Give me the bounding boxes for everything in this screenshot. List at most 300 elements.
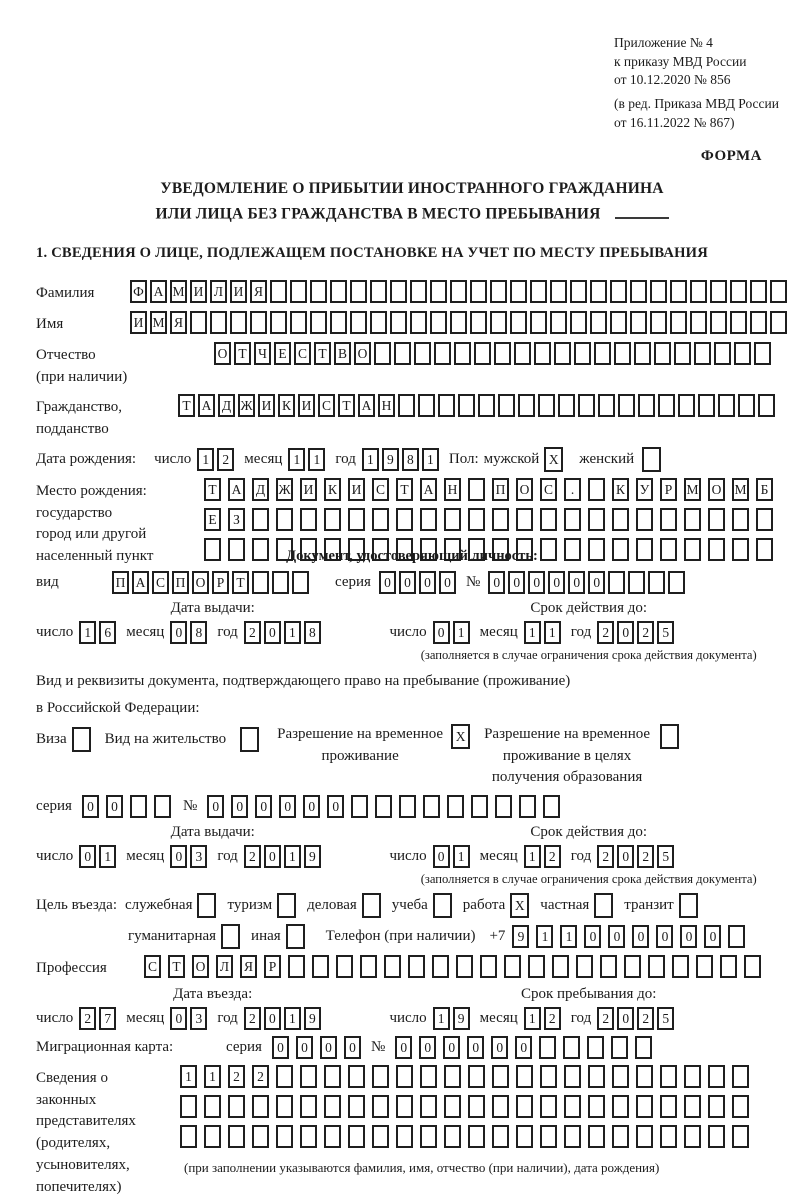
form-cell[interactable] xyxy=(444,508,461,531)
form-cell[interactable] xyxy=(540,1125,557,1148)
form-cell[interactable]: 0 xyxy=(443,1036,460,1059)
form-cell[interactable] xyxy=(197,893,216,918)
form-cell[interactable]: Ч xyxy=(254,342,271,365)
form-cell[interactable]: 2 xyxy=(244,621,261,644)
form-cell[interactable] xyxy=(558,394,575,417)
form-cell[interactable]: 5 xyxy=(657,845,674,868)
form-cell[interactable] xyxy=(618,394,635,417)
form-cell[interactable] xyxy=(228,1125,245,1148)
form-cell[interactable]: 6 xyxy=(99,621,116,644)
form-cell[interactable] xyxy=(230,311,247,334)
form-cell[interactable]: М xyxy=(150,311,167,334)
form-cell[interactable] xyxy=(564,538,581,561)
form-cell[interactable] xyxy=(528,955,545,978)
form-cell[interactable]: С xyxy=(144,955,161,978)
form-cell[interactable] xyxy=(540,538,557,561)
form-cell[interactable] xyxy=(588,1125,605,1148)
form-cell[interactable]: П xyxy=(492,478,509,501)
form-cell[interactable] xyxy=(360,955,377,978)
form-cell[interactable] xyxy=(694,342,711,365)
form-cell[interactable] xyxy=(348,508,365,531)
form-cell[interactable] xyxy=(734,342,751,365)
form-cell[interactable] xyxy=(684,1125,701,1148)
form-cell[interactable] xyxy=(708,538,725,561)
form-cell[interactable]: 0 xyxy=(395,1036,412,1059)
form-cell[interactable] xyxy=(530,311,547,334)
form-cell[interactable] xyxy=(410,280,427,303)
form-cell[interactable]: 7 xyxy=(99,1007,116,1030)
form-cell[interactable] xyxy=(708,508,725,531)
form-cell[interactable]: Я xyxy=(170,311,187,334)
form-cell[interactable] xyxy=(310,280,327,303)
form-cell[interactable]: 1 xyxy=(99,845,116,868)
form-cell[interactable]: 0 xyxy=(303,795,320,818)
form-cell[interactable] xyxy=(454,342,471,365)
form-cell[interactable] xyxy=(468,1065,485,1088)
form-cell[interactable] xyxy=(674,342,691,365)
form-cell[interactable]: А xyxy=(358,394,375,417)
form-cell[interactable] xyxy=(630,311,647,334)
form-cell[interactable] xyxy=(252,1125,269,1148)
form-cell[interactable]: 1 xyxy=(284,845,301,868)
form-cell[interactable]: 0 xyxy=(433,621,450,644)
form-cell[interactable] xyxy=(252,508,269,531)
form-cell[interactable]: 0 xyxy=(231,795,248,818)
form-cell[interactable] xyxy=(588,478,605,501)
form-cell[interactable] xyxy=(516,1065,533,1088)
form-cell[interactable]: И xyxy=(190,280,207,303)
form-cell[interactable] xyxy=(611,1036,628,1059)
form-cell[interactable]: 0 xyxy=(508,571,525,594)
form-cell[interactable] xyxy=(708,1065,725,1088)
form-cell[interactable] xyxy=(564,1095,581,1118)
form-cell[interactable]: 0 xyxy=(82,795,99,818)
form-cell[interactable] xyxy=(612,538,629,561)
form-cell[interactable]: 0 xyxy=(608,925,625,948)
form-cell[interactable]: П xyxy=(172,571,189,594)
form-cell[interactable] xyxy=(638,394,655,417)
form-cell[interactable]: 2 xyxy=(597,621,614,644)
form-cell[interactable] xyxy=(744,955,761,978)
form-cell[interactable]: 0 xyxy=(584,925,601,948)
form-cell[interactable]: 0 xyxy=(439,571,456,594)
form-cell[interactable]: И xyxy=(130,311,147,334)
form-cell[interactable] xyxy=(468,508,485,531)
form-cell[interactable]: М xyxy=(684,478,701,501)
form-cell[interactable] xyxy=(690,311,707,334)
form-cell[interactable] xyxy=(518,394,535,417)
form-cell[interactable] xyxy=(758,394,775,417)
form-cell[interactable] xyxy=(204,1125,221,1148)
form-cell[interactable]: 1 xyxy=(422,448,439,471)
form-cell[interactable] xyxy=(384,955,401,978)
form-cell[interactable]: 1 xyxy=(180,1065,197,1088)
form-cell[interactable] xyxy=(540,1065,557,1088)
form-cell[interactable] xyxy=(272,571,289,594)
form-cell[interactable] xyxy=(732,538,749,561)
form-cell[interactable] xyxy=(250,311,267,334)
form-cell[interactable]: 1 xyxy=(79,621,96,644)
form-cell[interactable] xyxy=(312,955,329,978)
form-cell[interactable] xyxy=(434,342,451,365)
form-cell[interactable] xyxy=(660,1065,677,1088)
form-cell[interactable] xyxy=(72,727,91,752)
form-cell[interactable] xyxy=(564,1125,581,1148)
form-cell[interactable]: О xyxy=(516,478,533,501)
form-cell[interactable] xyxy=(648,571,665,594)
form-cell[interactable] xyxy=(492,508,509,531)
form-cell[interactable]: 2 xyxy=(544,845,561,868)
form-cell[interactable]: И xyxy=(298,394,315,417)
form-cell[interactable]: 8 xyxy=(190,621,207,644)
form-cell[interactable] xyxy=(594,893,613,918)
form-cell[interactable]: С xyxy=(294,342,311,365)
form-cell[interactable]: 1 xyxy=(536,925,553,948)
form-cell[interactable] xyxy=(598,394,615,417)
form-cell[interactable]: 0 xyxy=(344,1036,361,1059)
form-cell[interactable] xyxy=(550,311,567,334)
form-cell[interactable] xyxy=(678,394,695,417)
form-cell[interactable]: Т xyxy=(168,955,185,978)
form-cell[interactable]: 2 xyxy=(252,1065,269,1088)
form-cell[interactable]: 0 xyxy=(379,571,396,594)
form-cell[interactable]: 1 xyxy=(204,1065,221,1088)
form-cell[interactable] xyxy=(370,280,387,303)
form-cell[interactable] xyxy=(540,1095,557,1118)
form-cell[interactable] xyxy=(390,311,407,334)
form-cell[interactable]: 0 xyxy=(264,621,281,644)
form-cell[interactable] xyxy=(286,924,305,949)
form-cell[interactable] xyxy=(410,311,427,334)
form-cell[interactable] xyxy=(738,394,755,417)
form-cell[interactable] xyxy=(324,1095,341,1118)
form-cell[interactable]: 0 xyxy=(419,1036,436,1059)
form-cell[interactable]: Р xyxy=(264,955,281,978)
form-cell[interactable]: 0 xyxy=(704,925,721,948)
form-cell[interactable] xyxy=(348,1095,365,1118)
form-cell[interactable] xyxy=(495,795,512,818)
form-cell[interactable] xyxy=(492,1125,509,1148)
form-cell[interactable] xyxy=(438,394,455,417)
form-cell[interactable]: 0 xyxy=(279,795,296,818)
form-cell[interactable] xyxy=(372,1125,389,1148)
form-cell[interactable]: 9 xyxy=(304,845,321,868)
form-cell[interactable]: 0 xyxy=(680,925,697,948)
form-cell[interactable]: 1 xyxy=(524,845,541,868)
form-cell[interactable] xyxy=(471,795,488,818)
form-cell[interactable] xyxy=(612,1065,629,1088)
form-cell[interactable]: 0 xyxy=(419,571,436,594)
form-cell[interactable] xyxy=(754,342,771,365)
form-cell[interactable]: 0 xyxy=(327,795,344,818)
form-cell[interactable] xyxy=(498,394,515,417)
form-cell[interactable] xyxy=(468,478,485,501)
form-cell[interactable]: 0 xyxy=(170,1007,187,1030)
form-cell[interactable] xyxy=(396,508,413,531)
form-cell[interactable] xyxy=(504,955,521,978)
form-cell[interactable]: Т xyxy=(338,394,355,417)
form-cell[interactable]: 1 xyxy=(560,925,577,948)
form-cell[interactable] xyxy=(590,280,607,303)
form-cell[interactable] xyxy=(180,1125,197,1148)
form-cell[interactable]: 1 xyxy=(284,1007,301,1030)
form-cell[interactable] xyxy=(370,311,387,334)
form-cell[interactable] xyxy=(570,311,587,334)
form-cell[interactable]: О xyxy=(192,955,209,978)
form-cell[interactable]: 0 xyxy=(264,845,281,868)
form-cell[interactable]: 8 xyxy=(304,621,321,644)
form-cell[interactable] xyxy=(530,280,547,303)
form-cell[interactable] xyxy=(492,1095,509,1118)
form-cell[interactable] xyxy=(300,1125,317,1148)
form-cell[interactable] xyxy=(492,1065,509,1088)
form-cell[interactable]: 0 xyxy=(320,1036,337,1059)
form-cell[interactable] xyxy=(468,1125,485,1148)
form-cell[interactable] xyxy=(516,1125,533,1148)
form-cell[interactable]: 0 xyxy=(617,621,634,644)
form-cell[interactable] xyxy=(300,1065,317,1088)
form-cell[interactable] xyxy=(276,1065,293,1088)
form-cell[interactable] xyxy=(447,795,464,818)
form-cell[interactable] xyxy=(576,955,593,978)
form-cell[interactable] xyxy=(324,1125,341,1148)
form-cell[interactable]: 0 xyxy=(515,1036,532,1059)
form-cell[interactable]: 9 xyxy=(304,1007,321,1030)
form-cell[interactable] xyxy=(420,1095,437,1118)
form-cell[interactable] xyxy=(650,280,667,303)
form-cell[interactable] xyxy=(630,280,647,303)
form-cell[interactable] xyxy=(588,1095,605,1118)
form-cell[interactable]: К xyxy=(612,478,629,501)
form-cell[interactable] xyxy=(684,1095,701,1118)
form-cell[interactable] xyxy=(432,955,449,978)
form-cell[interactable] xyxy=(190,311,207,334)
form-cell[interactable] xyxy=(420,508,437,531)
form-cell[interactable]: Я xyxy=(250,280,267,303)
form-cell[interactable] xyxy=(750,280,767,303)
form-cell[interactable]: Т xyxy=(314,342,331,365)
form-cell[interactable]: X xyxy=(510,893,529,918)
form-cell[interactable] xyxy=(636,1125,653,1148)
form-cell[interactable] xyxy=(456,955,473,978)
form-cell[interactable]: Н xyxy=(444,478,461,501)
form-cell[interactable] xyxy=(554,342,571,365)
form-cell[interactable]: Я xyxy=(240,955,257,978)
form-cell[interactable] xyxy=(350,311,367,334)
form-cell[interactable]: Т xyxy=(204,478,221,501)
form-cell[interactable]: 1 xyxy=(453,845,470,868)
form-cell[interactable]: 1 xyxy=(453,621,470,644)
form-cell[interactable] xyxy=(648,955,665,978)
form-cell[interactable]: 0 xyxy=(617,1007,634,1030)
form-cell[interactable] xyxy=(372,508,389,531)
form-cell[interactable]: 9 xyxy=(453,1007,470,1030)
form-cell[interactable] xyxy=(514,342,531,365)
form-cell[interactable]: О xyxy=(214,342,231,365)
form-cell[interactable] xyxy=(660,724,679,749)
form-cell[interactable]: У xyxy=(636,478,653,501)
form-cell[interactable]: С xyxy=(152,571,169,594)
form-cell[interactable] xyxy=(635,1036,652,1059)
form-cell[interactable]: 1 xyxy=(284,621,301,644)
form-cell[interactable]: 0 xyxy=(296,1036,313,1059)
form-cell[interactable] xyxy=(634,342,651,365)
form-cell[interactable] xyxy=(276,1095,293,1118)
form-cell[interactable] xyxy=(292,571,309,594)
form-cell[interactable] xyxy=(390,280,407,303)
form-cell[interactable] xyxy=(374,342,391,365)
form-cell[interactable] xyxy=(418,394,435,417)
form-cell[interactable] xyxy=(708,1095,725,1118)
form-cell[interactable]: 1 xyxy=(308,448,325,471)
form-cell[interactable] xyxy=(672,955,689,978)
form-cell[interactable] xyxy=(708,1125,725,1148)
form-cell[interactable]: Т xyxy=(396,478,413,501)
form-cell[interactable]: Ж xyxy=(238,394,255,417)
form-cell[interactable] xyxy=(375,795,392,818)
form-cell[interactable] xyxy=(540,508,557,531)
form-cell[interactable]: 1 xyxy=(524,1007,541,1030)
form-cell[interactable]: А xyxy=(420,478,437,501)
form-cell[interactable]: Р xyxy=(660,478,677,501)
form-cell[interactable] xyxy=(698,394,715,417)
form-cell[interactable] xyxy=(350,280,367,303)
form-cell[interactable] xyxy=(490,280,507,303)
form-cell[interactable]: В xyxy=(334,342,351,365)
form-cell[interactable]: 0 xyxy=(467,1036,484,1059)
form-cell[interactable] xyxy=(650,311,667,334)
form-cell[interactable] xyxy=(636,508,653,531)
form-cell[interactable] xyxy=(684,508,701,531)
form-cell[interactable]: Т xyxy=(178,394,195,417)
form-cell[interactable] xyxy=(494,342,511,365)
form-cell[interactable] xyxy=(550,280,567,303)
form-cell[interactable] xyxy=(433,893,452,918)
form-cell[interactable] xyxy=(210,311,227,334)
form-cell[interactable] xyxy=(770,311,787,334)
form-cell[interactable] xyxy=(690,280,707,303)
form-cell[interactable] xyxy=(372,1065,389,1088)
form-cell[interactable]: П xyxy=(112,571,129,594)
form-cell[interactable]: З xyxy=(228,508,245,531)
form-cell[interactable]: А xyxy=(198,394,215,417)
form-cell[interactable] xyxy=(679,893,698,918)
form-cell[interactable] xyxy=(324,508,341,531)
form-cell[interactable]: А xyxy=(150,280,167,303)
form-cell[interactable] xyxy=(468,1095,485,1118)
form-cell[interactable] xyxy=(204,538,221,561)
form-cell[interactable] xyxy=(399,795,416,818)
form-cell[interactable]: 8 xyxy=(402,448,419,471)
form-cell[interactable] xyxy=(670,280,687,303)
form-cell[interactable] xyxy=(660,1095,677,1118)
form-cell[interactable] xyxy=(450,311,467,334)
form-cell[interactable]: С xyxy=(540,478,557,501)
form-cell[interactable] xyxy=(668,571,685,594)
form-cell[interactable]: С xyxy=(372,478,389,501)
form-cell[interactable] xyxy=(636,1095,653,1118)
form-cell[interactable] xyxy=(252,538,269,561)
form-cell[interactable] xyxy=(710,311,727,334)
form-cell[interactable]: 0 xyxy=(568,571,585,594)
form-cell[interactable] xyxy=(590,311,607,334)
form-cell[interactable] xyxy=(588,508,605,531)
form-cell[interactable] xyxy=(718,394,735,417)
form-cell[interactable]: Т xyxy=(232,571,249,594)
form-cell[interactable] xyxy=(414,342,431,365)
form-cell[interactable]: И xyxy=(230,280,247,303)
form-cell[interactable] xyxy=(252,571,269,594)
form-cell[interactable]: X xyxy=(451,724,470,749)
form-cell[interactable]: 0 xyxy=(399,571,416,594)
form-cell[interactable] xyxy=(351,795,368,818)
form-cell[interactable]: К xyxy=(278,394,295,417)
form-cell[interactable] xyxy=(228,1095,245,1118)
form-cell[interactable] xyxy=(276,1125,293,1148)
form-cell[interactable]: Н xyxy=(378,394,395,417)
form-cell[interactable] xyxy=(336,955,353,978)
form-cell[interactable]: 0 xyxy=(433,845,450,868)
form-cell[interactable] xyxy=(564,508,581,531)
form-cell[interactable] xyxy=(396,1095,413,1118)
form-cell[interactable] xyxy=(478,394,495,417)
form-cell[interactable] xyxy=(474,342,491,365)
form-cell[interactable] xyxy=(420,1065,437,1088)
form-cell[interactable]: И xyxy=(300,478,317,501)
form-cell[interactable] xyxy=(728,925,745,948)
form-cell[interactable]: 0 xyxy=(170,845,187,868)
form-cell[interactable] xyxy=(470,280,487,303)
form-cell[interactable]: 2 xyxy=(244,1007,261,1030)
form-cell[interactable] xyxy=(270,311,287,334)
form-cell[interactable] xyxy=(510,280,527,303)
form-cell[interactable] xyxy=(628,571,645,594)
form-cell[interactable] xyxy=(543,795,560,818)
form-cell[interactable] xyxy=(670,311,687,334)
form-cell[interactable] xyxy=(564,1065,581,1088)
form-cell[interactable] xyxy=(324,1065,341,1088)
form-cell[interactable]: 2 xyxy=(228,1065,245,1088)
form-cell[interactable] xyxy=(398,394,415,417)
form-cell[interactable] xyxy=(300,508,317,531)
form-cell[interactable] xyxy=(574,342,591,365)
form-cell[interactable] xyxy=(730,280,747,303)
form-cell[interactable]: Д xyxy=(218,394,235,417)
form-cell[interactable] xyxy=(654,342,671,365)
form-cell[interactable] xyxy=(570,280,587,303)
form-cell[interactable] xyxy=(720,955,737,978)
form-cell[interactable] xyxy=(458,394,475,417)
form-cell[interactable]: 1 xyxy=(524,621,541,644)
form-cell[interactable] xyxy=(444,1095,461,1118)
form-cell[interactable] xyxy=(539,1036,556,1059)
form-cell[interactable]: 1 xyxy=(197,448,214,471)
form-cell[interactable]: 1 xyxy=(362,448,379,471)
form-cell[interactable]: 5 xyxy=(657,1007,674,1030)
form-cell[interactable] xyxy=(396,1065,413,1088)
form-cell[interactable] xyxy=(277,893,296,918)
form-cell[interactable] xyxy=(732,1095,749,1118)
form-cell[interactable]: 5 xyxy=(657,621,674,644)
form-cell[interactable]: Т xyxy=(234,342,251,365)
form-cell[interactable] xyxy=(588,1065,605,1088)
form-cell[interactable] xyxy=(154,795,171,818)
form-cell[interactable]: О xyxy=(708,478,725,501)
form-cell[interactable] xyxy=(608,571,625,594)
form-cell[interactable]: К xyxy=(324,478,341,501)
form-cell[interactable]: Е xyxy=(274,342,291,365)
form-cell[interactable] xyxy=(552,955,569,978)
